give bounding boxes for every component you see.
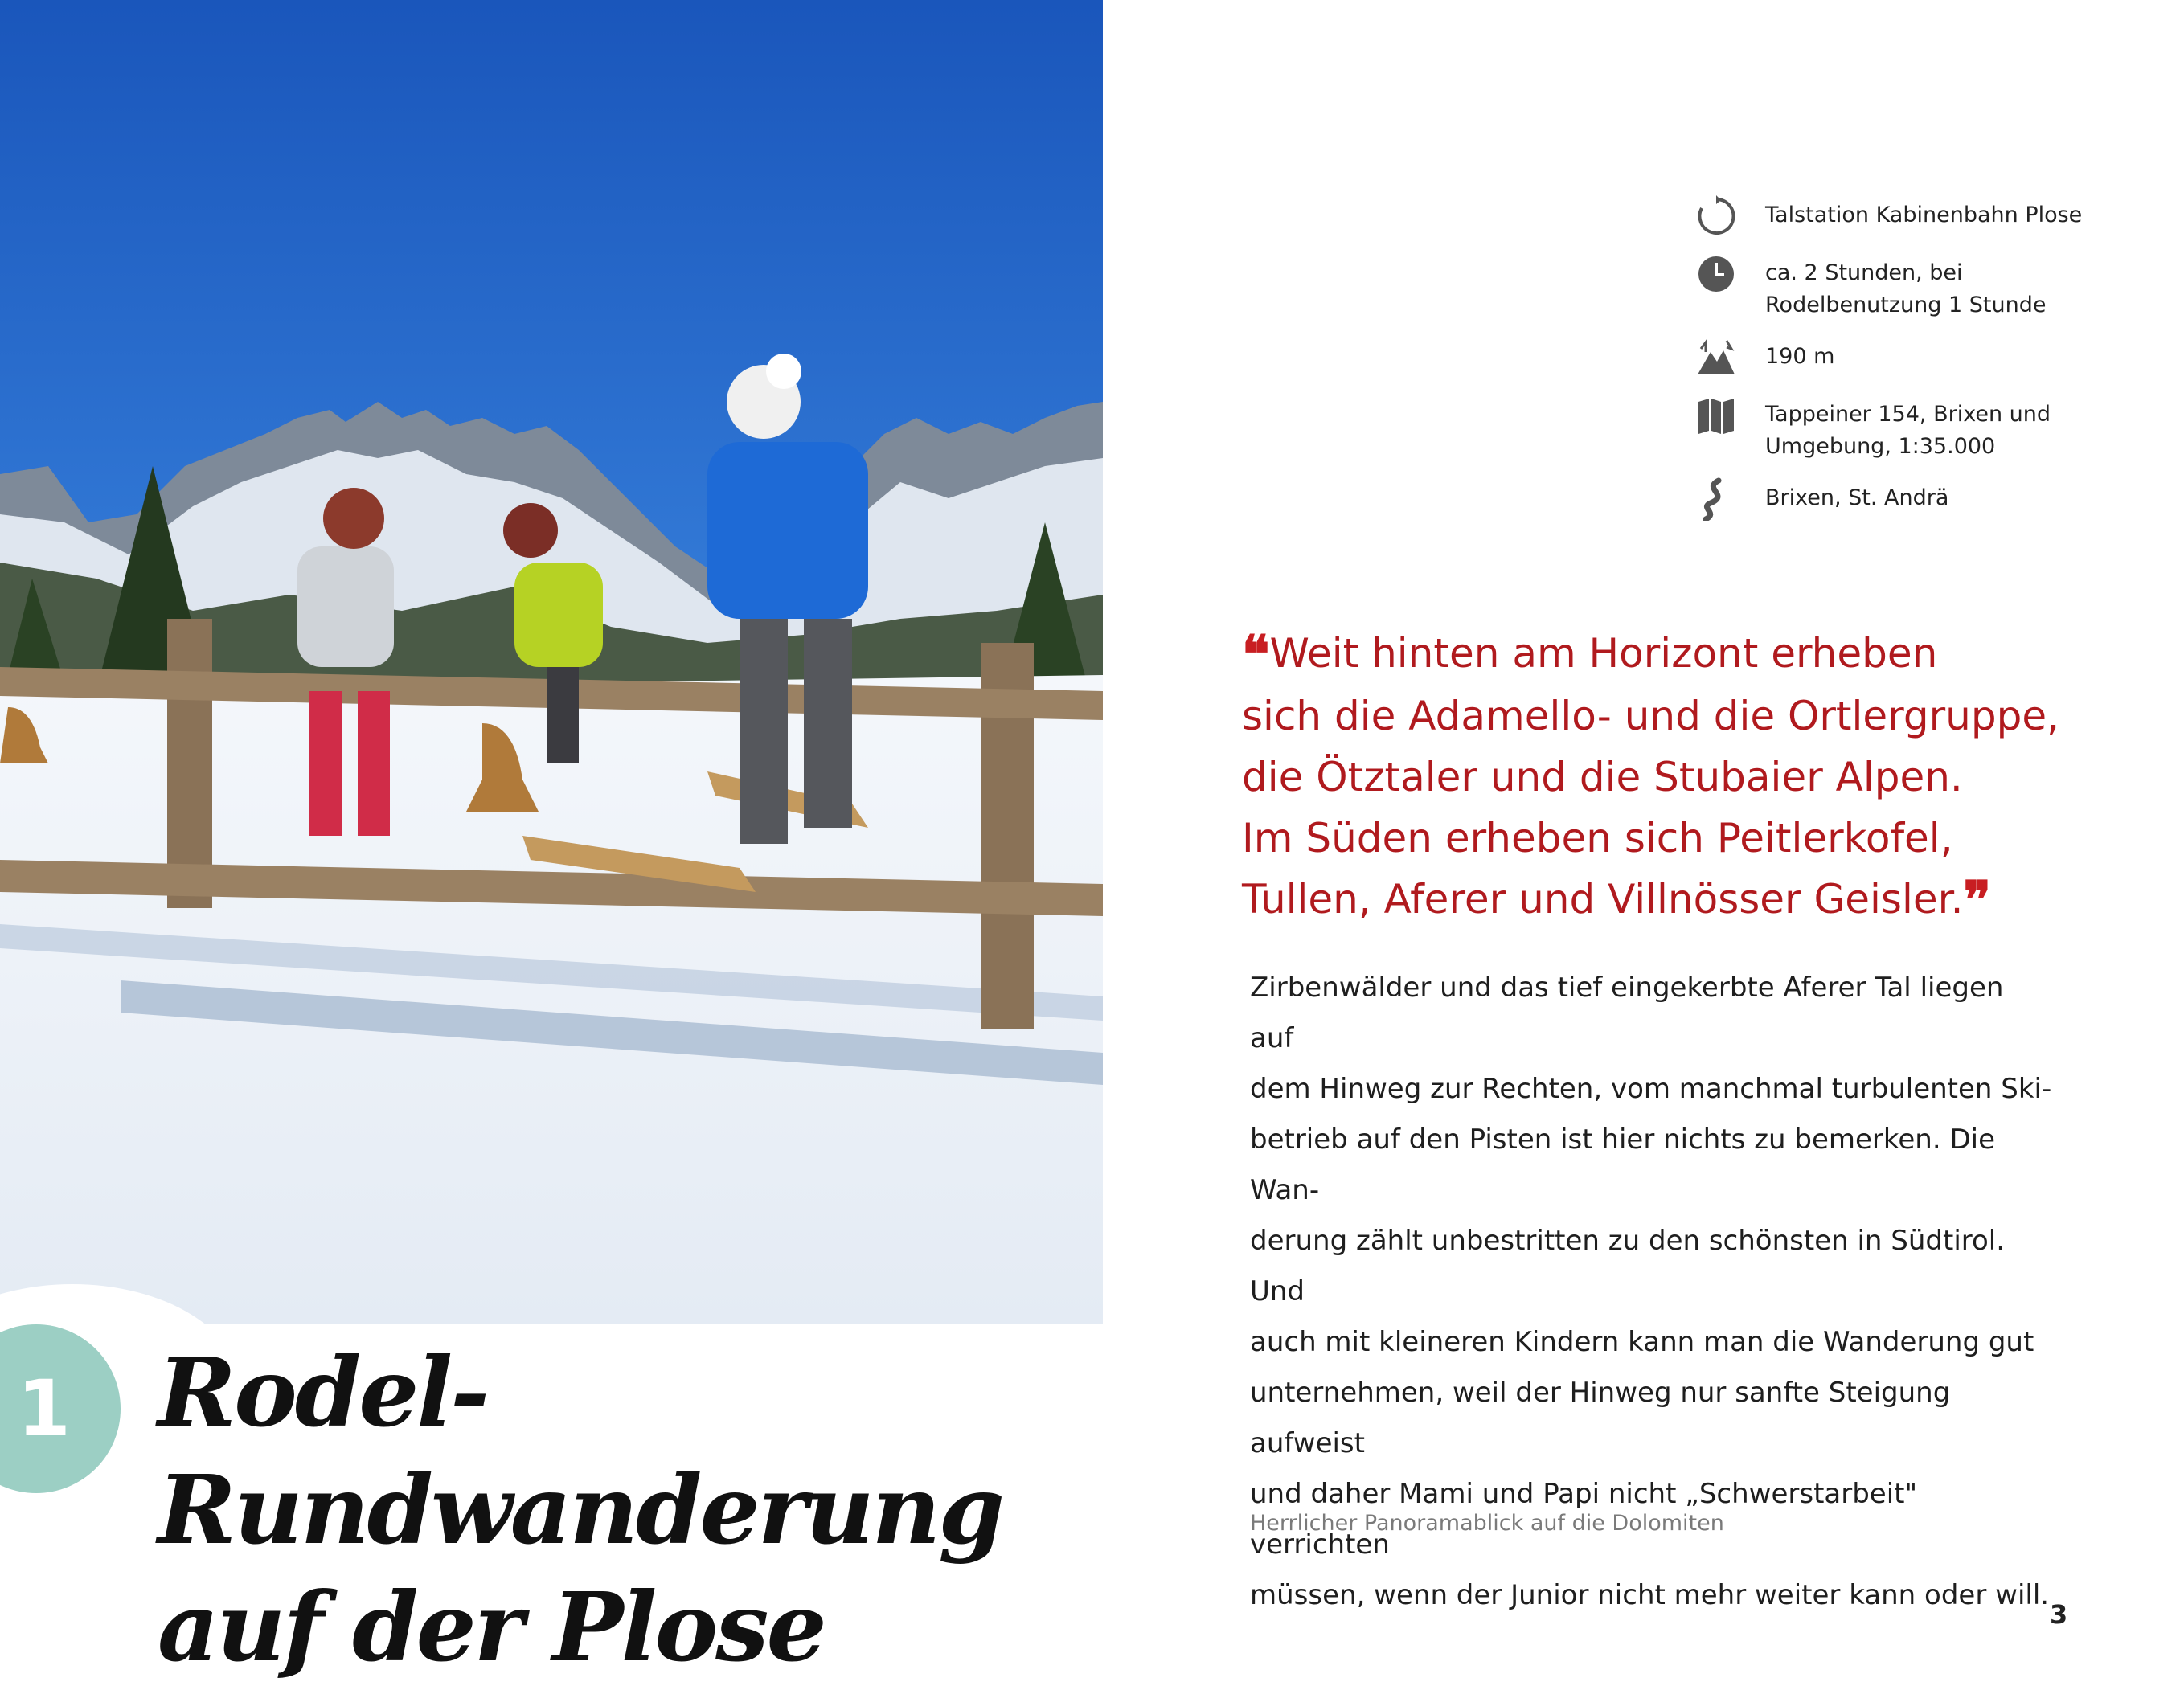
info-road-text: Brixen, St. Andrä xyxy=(1765,485,1949,510)
info-duration xyxy=(1694,257,2145,321)
info-elevation xyxy=(1694,341,2145,379)
clock-icon xyxy=(1694,252,1738,296)
start-loop-icon xyxy=(1694,194,1738,238)
info-road xyxy=(1694,482,2145,521)
pull-quote xyxy=(1242,623,2094,931)
elevation-icon xyxy=(1694,336,1738,379)
info-duration-text: ca. 2 Stunden, bei Rodelbenutzung 1 Stunde xyxy=(1765,260,2047,317)
info-start-text: Talstation Kabinenbahn Plose xyxy=(1765,203,2083,227)
quote-open-icon: ❝ xyxy=(1242,624,1270,685)
tour-number-badge: 1 xyxy=(0,1324,121,1493)
quote-close-icon: ❞ xyxy=(1963,870,1991,931)
tour-info-list xyxy=(1694,199,2145,540)
page-number: 3 xyxy=(2050,1599,2068,1630)
photo-caption: Herrlicher Panoramablick auf die Dolomiten xyxy=(1250,1511,1724,1536)
body-paragraph: Zirbenwälder und das tief eingekerbte Aferer Tal liegen auf dem Hinweg zur Rechten, vom manchmal turbulenten Ski- betrieb auf den Pisten ist hier nichts zu bemerken. Die Wan- derung zählt unbestritten zu den schönsten in Südtirol. Und auch mit kleineren Kindern kann man die Wanderung gut unternehmen, weil der Hinweg nur sanfte Steigung aufweist und daher Mami und Papi nicht „Schwerstarbeit" verrichten müssen, wenn der Junior nicht mehr weiter kann oder will. xyxy=(1250,972,2052,1611)
tour-title xyxy=(158,1334,1090,1686)
tour-title-line-1: Rodel-Rundwanderung xyxy=(158,1336,1002,1565)
tour-title-line-2: auf der Plose xyxy=(158,1571,825,1683)
info-start xyxy=(1694,199,2145,238)
hero-photo xyxy=(0,0,1103,1324)
road-icon xyxy=(1694,477,1738,521)
info-elevation-text: 190 m xyxy=(1765,344,1835,369)
info-map-text: Tappeiner 154, Brixen und Umgebung, 1:35.000 xyxy=(1765,402,2051,459)
info-map xyxy=(1694,399,2145,463)
quote-text: Weit hinten am Horizont erheben sich die Adamello- und die Ortlergruppe, die Ötztaler und die Stubaier Alpen. Im Süden erheben sich Peitlerkofel, Tullen, Aferer und Villnösser Geisler. xyxy=(1242,630,2059,923)
map-icon xyxy=(1694,394,1738,437)
